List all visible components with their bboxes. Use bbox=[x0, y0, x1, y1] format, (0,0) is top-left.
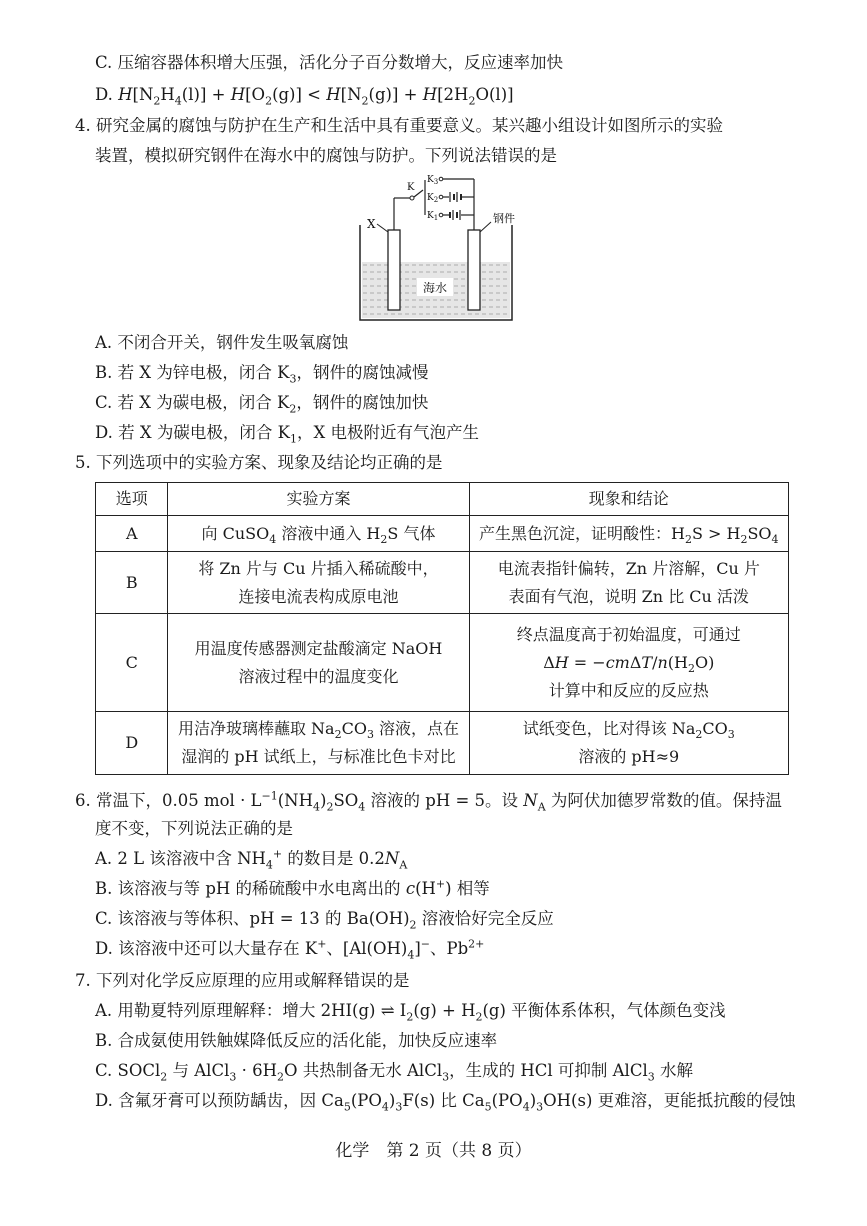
q4-option-c: C. 若 X 为碳电极，闭合 $K_2$，钢件的腐蚀加快 bbox=[95, 393, 429, 416]
q4-option-a: A. 不闭合开关，钢件发生吸氧腐蚀 bbox=[95, 333, 349, 352]
q6-option-b: B. 该溶液与等 pH 的稀硫酸中水电离出的 c(H+) 相等 bbox=[95, 877, 490, 898]
row-result: 电流表指针偏转，Zn 片溶解，Cu 片 表面有气泡，说明 Zn 比 Cu 活泼 bbox=[469, 552, 788, 614]
q6-option-c: C. 该溶液与等体积、pH = 13 的 $Ba(OH)_2$ 溶液恰好完全反应 bbox=[95, 909, 554, 932]
q4-stem-line2: 装置，模拟研究钢件在海水中的腐蚀与防护。下列说法错误的是 bbox=[95, 146, 557, 165]
seawater-label: 海水 bbox=[422, 281, 448, 295]
option-d-prev: D. $H[N_2H_4(l)] + H[O_2(g)] < H[N_2(g)] + H[2H_2O(l)]$ bbox=[95, 85, 514, 108]
k3-label: $K_3$ bbox=[427, 175, 439, 186]
page-footer: 化学 第 2 页（共 8 页） bbox=[335, 1141, 532, 1161]
q6-option-a: A. 2 L 该溶液中含 $NH_4^+$ 的数目是 $0.2N_A$ bbox=[95, 847, 408, 872]
row-option: C bbox=[96, 614, 168, 712]
header-plan: 实验方案 bbox=[168, 483, 469, 516]
switch-k-label: K bbox=[407, 182, 415, 193]
table-row bbox=[96, 614, 789, 712]
option-c-prev: C. 压缩容器体积增大压强，活化分子百分数增大，反应速率加快 bbox=[95, 53, 564, 72]
table-row bbox=[96, 516, 789, 552]
q7-stem: 7. 下列对化学反应原理的应用或解释错误的是 bbox=[75, 971, 410, 990]
q6-option-d: D. 该溶液中还可以大量存在 K+、$[Al(OH)_4]^-$、$Pb^{2+}$ bbox=[95, 937, 485, 962]
q7-option-a: A. 用勒夏特列原理解释：增大 2HI(g) ⇌ $I_2(g) + H_2(g)$ 平衡体系体积，气体颜色变浅 bbox=[95, 1001, 726, 1024]
row-plan: 向 CuSO$_4$ 溶液中通入 $H_2S$ 气体 bbox=[168, 516, 469, 552]
k1-label: $K_1$ bbox=[427, 211, 439, 222]
k2-label: $K_2$ bbox=[427, 193, 439, 204]
q4-stem-line1: 4. 研究金属的腐蚀与防护在生产和生活中具有重要意义。某兴趣小组设计如图所示的实验 bbox=[75, 116, 723, 135]
header-option: 选项 bbox=[96, 483, 168, 516]
q4-option-d: D. 若 X 为碳电极，闭合 $K_1$，X 电极附近有气泡产生 bbox=[95, 423, 479, 446]
q7-option-c: C. SOCl$_2$ 与 AlCl$_3$ · $6H_2O$ 共热制备无水 AlCl$_3$，生成的 HCl 可抑制 AlCl$_3$ 水解 bbox=[95, 1061, 693, 1084]
row-plan: 用洁净玻璃棒蘸取 $Na_2CO_3$ 溶液，点在 湿润的 pH 试纸上，与标准比色卡对比 bbox=[168, 712, 469, 775]
q6-stem-line1: 6. 常温下，0.05 mol · $L^{-1}(NH_4)_2SO_4$ 溶液的 pH = 5。设 $N_A$ 为阿伏加德罗常数的值。保持温 bbox=[75, 789, 782, 814]
row-plan: 将 Zn 片与 Cu 片插入稀硫酸中， 连接电流表构成原电池 bbox=[168, 552, 469, 614]
electrode-x-label: X bbox=[367, 217, 376, 231]
row-plan: 用温度传感器测定盐酸滴定 NaOH 溶液过程中的温度变化 bbox=[168, 614, 469, 712]
row-option: A bbox=[96, 516, 168, 552]
row-option: D bbox=[96, 712, 168, 775]
corrosion-apparatus-diagram bbox=[355, 170, 530, 330]
table-row bbox=[96, 712, 789, 775]
header-result: 现象和结论 bbox=[469, 483, 788, 516]
row-option: B bbox=[96, 552, 168, 614]
q7-option-d: D. 含氟牙膏可以预防龋齿，因 $Ca_5(PO_4)_3F(s)$ 比 $Ca_5(PO_4)_3OH(s)$ 更难溶，更能抵抗酸的侵蚀 bbox=[95, 1091, 796, 1114]
row-result: 试纸变色，比对得该 $Na_2CO_3$ 溶液的 pH≈9 bbox=[469, 712, 788, 775]
table-row bbox=[96, 552, 789, 614]
q7-option-b: B. 合成氨使用铁触媒降低反应的活化能，加快反应速率 bbox=[95, 1031, 498, 1050]
row-result: 产生黑色沉淀，证明酸性：$H_2S > H_2SO_4$ bbox=[469, 516, 788, 552]
q5-table bbox=[95, 482, 789, 775]
q5-stem: 5. 下列选项中的实验方案、现象及结论均正确的是 bbox=[75, 453, 443, 472]
q4-option-b: B. 若 X 为锌电极，闭合 $K_3$，钢件的腐蚀减慢 bbox=[95, 363, 429, 386]
q6-stem-line2: 度不变，下列说法正确的是 bbox=[95, 819, 293, 838]
row-result: 终点温度高于初始温度，可通过 $\Delta H = -cm\Delta T/n(H_2O)$ 计算中和反应的反应热 bbox=[469, 614, 788, 712]
steel-label: 钢件 bbox=[493, 212, 515, 225]
